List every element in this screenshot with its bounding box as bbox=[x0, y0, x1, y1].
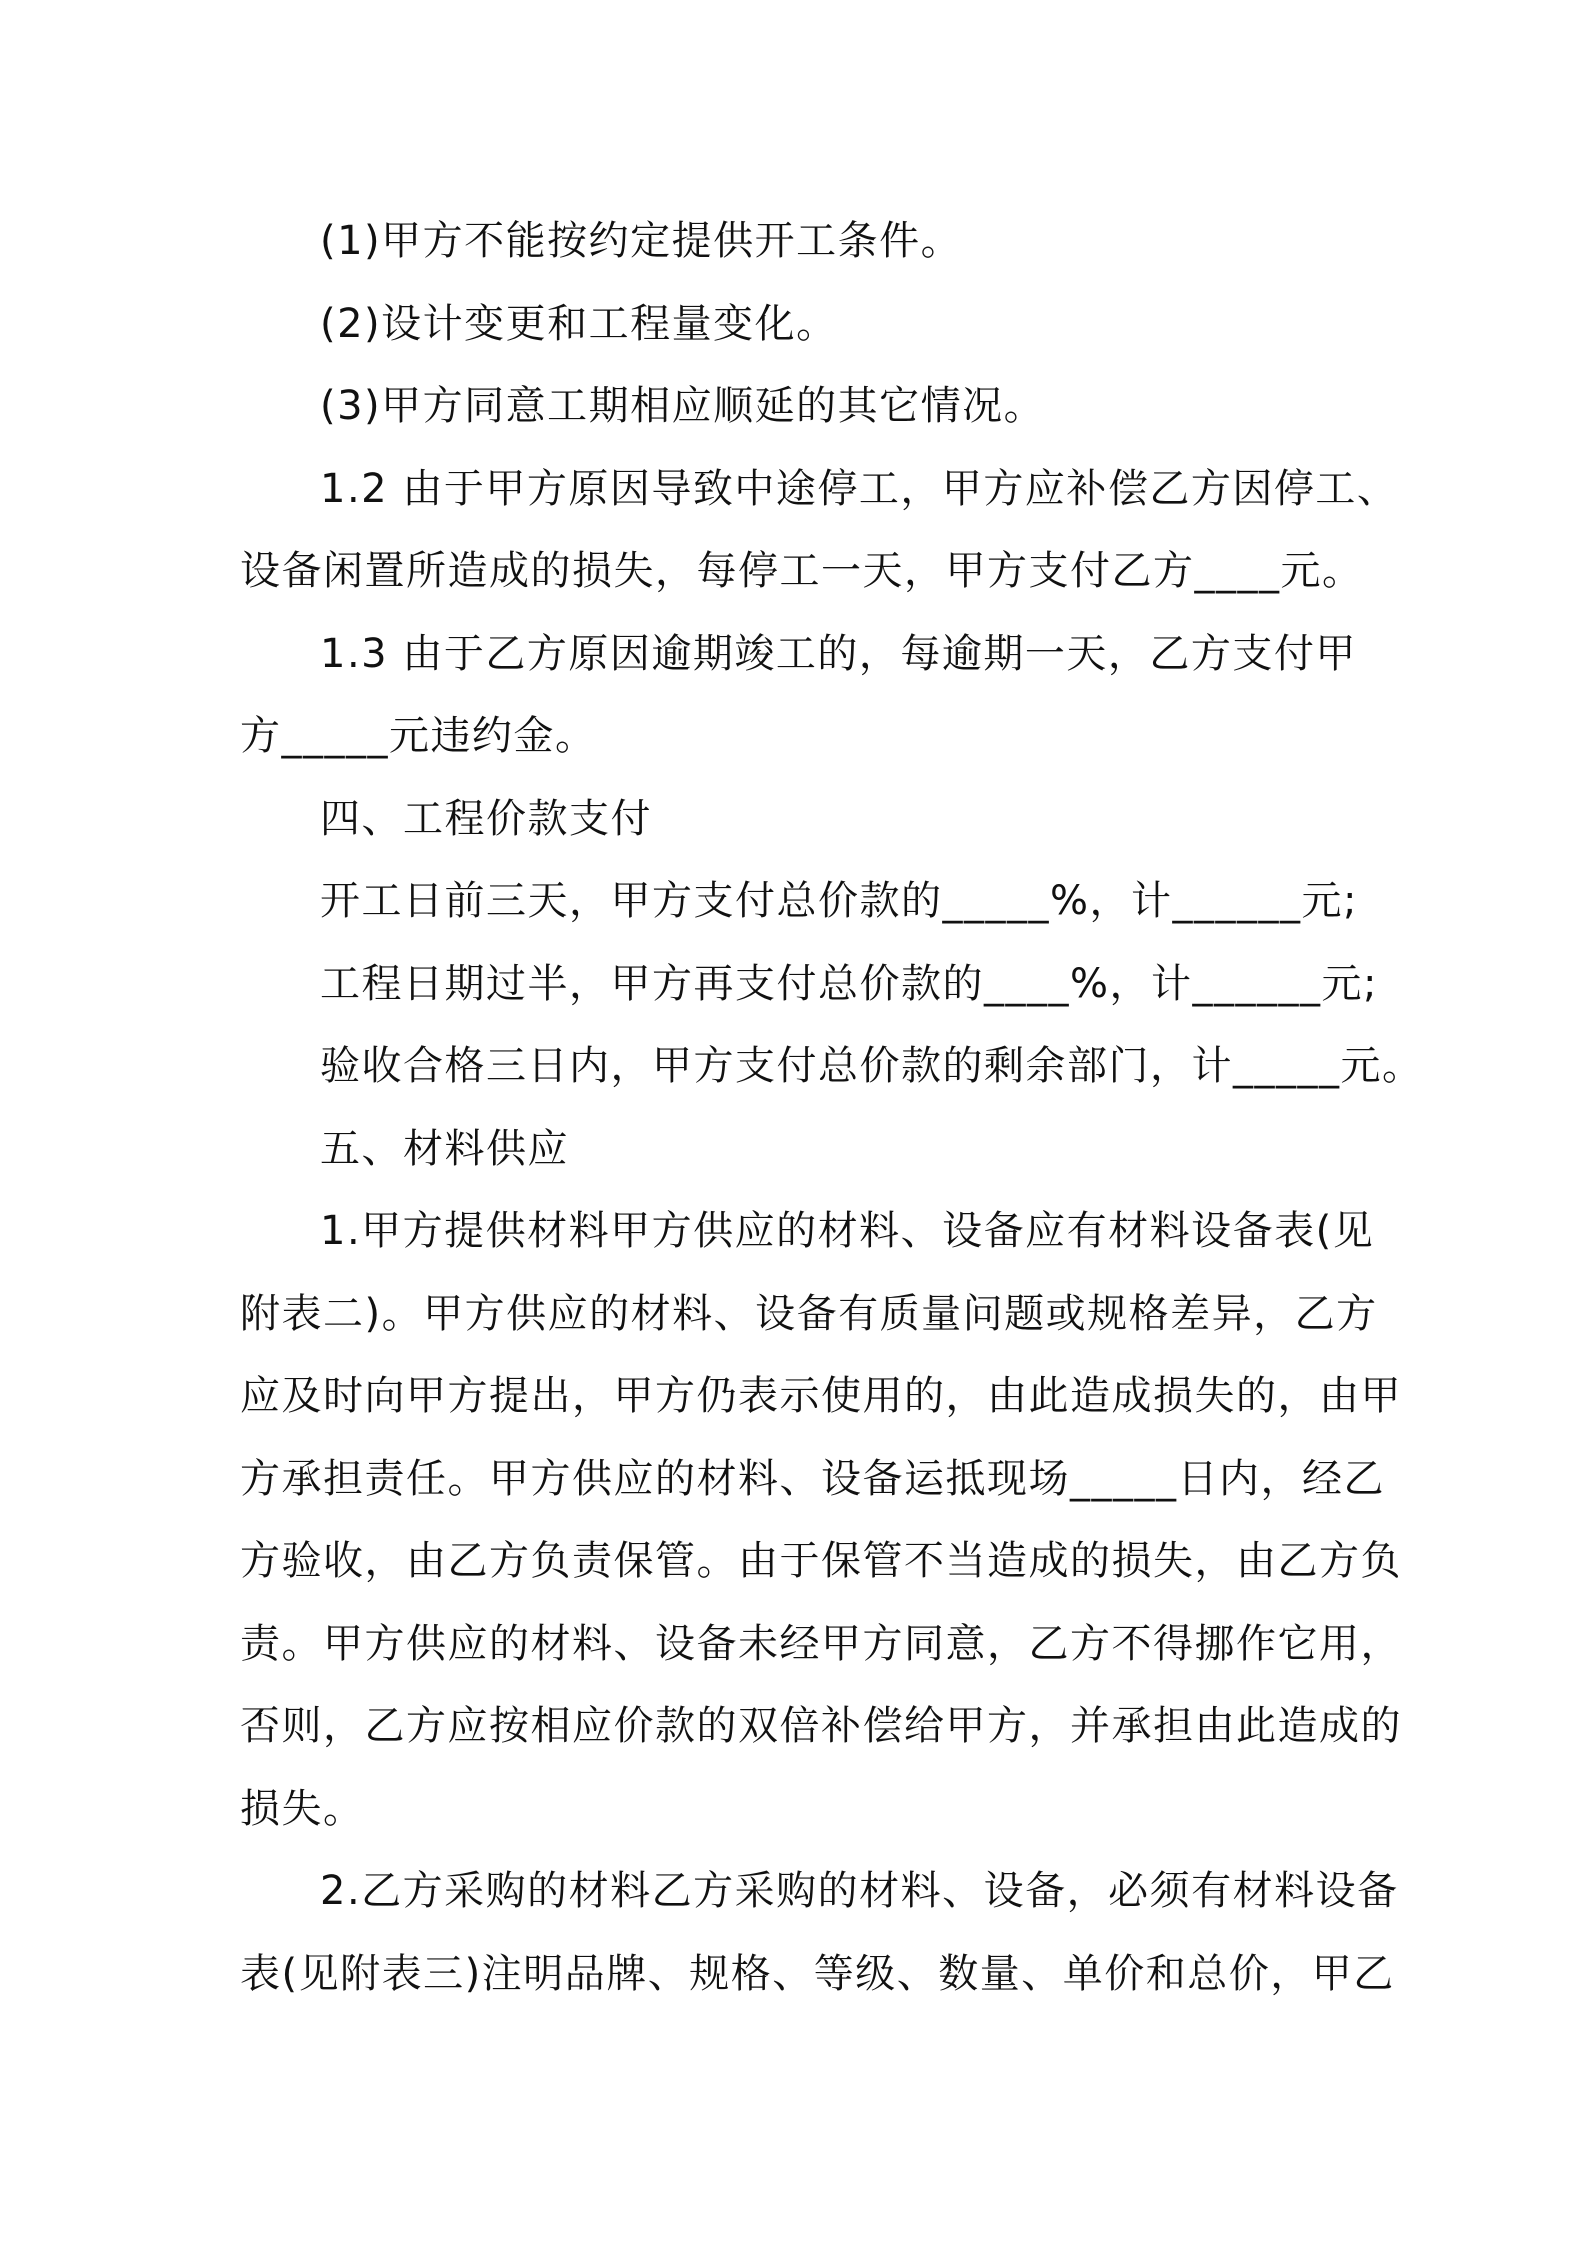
payment-line: 工程日期过半，甲方再支付总价款的____%，计______元; bbox=[320, 960, 1378, 1007]
clause-line: 损失。 bbox=[240, 1785, 365, 1832]
clause-line: 2.乙方采购的材料乙方采购的材料、设备，必须有材料设备 bbox=[320, 1868, 1399, 1914]
payment-line: 开工日前三天，甲方支付总价款的_____%，计______元; bbox=[320, 878, 1358, 924]
clause-line: 表(见附表三)注明品牌、规格、等级、数量、单价和总价，甲乙 bbox=[240, 1950, 1395, 1997]
clause-line: 1.甲方提供材料甲方供应的材料、设备应有材料设备表(见 bbox=[320, 1208, 1375, 1254]
clause-line: 附表二)。甲方供应的材料、设备有质量问题或规格差异，乙方 bbox=[240, 1290, 1378, 1337]
clause-line: 1.2 由于甲方原因导致中途停工，甲方应补偿乙方因停工、 bbox=[320, 465, 1399, 512]
clause-line: 1.3 由于乙方原因逾期竣工的，每逾期一天，乙方支付甲 bbox=[320, 630, 1357, 677]
document-body bbox=[240, 200, 1424, 2015]
clause-line: 设备闲置所造成的损失，每停工一天，甲方支付乙方____元。 bbox=[240, 548, 1364, 594]
clause-line: (3)甲方同意工期相应顺延的其它情况。 bbox=[320, 383, 1046, 429]
clause-line: (2)设计变更和工程量变化。 bbox=[320, 300, 838, 347]
clause-line: 责。甲方供应的材料、设备未经甲方同意，乙方不得挪作它用， bbox=[240, 1620, 1402, 1667]
clause-line: 应及时向甲方提出，甲方仍表示使用的，由此造成损失的，由甲 bbox=[240, 1373, 1402, 1419]
section-heading: 五、材料供应 bbox=[320, 1125, 569, 1172]
clause-line: (1)甲方不能按约定提供开工条件。 bbox=[320, 218, 963, 264]
clause-line: 方承担责任。甲方供应的材料、设备运抵现场_____日内，经乙 bbox=[240, 1455, 1385, 1502]
payment-line: 验收合格三日内，甲方支付总价款的剩余部门，计_____元。 bbox=[320, 1043, 1424, 1089]
clause-line: 方验收，由乙方负责保管。由于保管不当造成的损失，由乙方负 bbox=[240, 1538, 1402, 1584]
clause-line: 否则，乙方应按相应价款的双倍补偿给甲方，并承担由此造成的 bbox=[240, 1703, 1402, 1749]
clause-line: 方_____元违约金。 bbox=[240, 713, 597, 759]
section-heading: 四、工程价款支付 bbox=[320, 795, 652, 842]
